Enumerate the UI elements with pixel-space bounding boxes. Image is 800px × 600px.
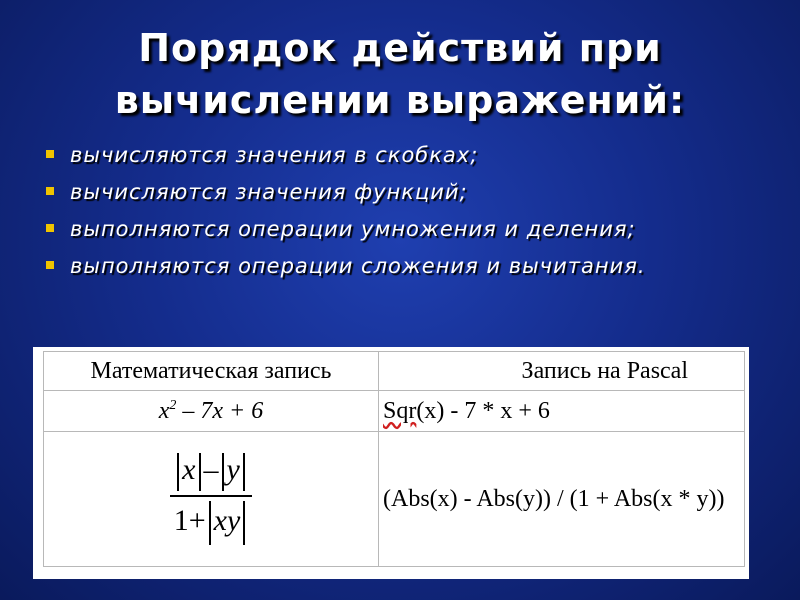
bullet-item xyxy=(44,214,764,244)
fraction-denominator xyxy=(170,499,253,547)
title-line-1: Порядок действий при xyxy=(138,26,662,70)
table-row xyxy=(44,432,745,567)
formula-table xyxy=(43,351,745,567)
bullet-text: вычисляются значения в скобках; xyxy=(70,143,479,167)
header-math: Математическая запись xyxy=(44,352,379,391)
math-rest: – 7x + 6 xyxy=(176,397,264,424)
den-one: 1+ xyxy=(173,503,206,537)
bullet-text: вычисляются значения функций; xyxy=(70,180,468,204)
fraction-numerator xyxy=(170,451,253,493)
math-expression-cell xyxy=(44,391,379,432)
den-xy: xy xyxy=(213,503,241,537)
pascal-rest: (x) - 7 * x + 6 xyxy=(416,397,550,424)
table-header-row xyxy=(44,352,745,391)
abs-bar xyxy=(199,453,201,491)
pascal-expression-cell xyxy=(379,391,745,432)
bullet-square-icon xyxy=(46,187,54,195)
header-pascal: Запись на Pascal xyxy=(379,352,745,391)
math-fraction-cell xyxy=(44,432,379,567)
bullet-item xyxy=(44,177,764,207)
pascal-function: Sqr xyxy=(383,397,417,424)
bullet-square-icon xyxy=(46,224,54,232)
num-minus: – xyxy=(203,452,219,486)
abs-bar xyxy=(243,453,245,491)
num-x: x xyxy=(182,452,196,486)
fraction xyxy=(170,451,253,547)
bullet-text: выполняются операции сложения и вычитания. xyxy=(70,254,646,278)
bullet-item xyxy=(44,140,764,170)
abs-bar xyxy=(243,501,245,545)
abs-bar xyxy=(222,453,224,491)
slide-title xyxy=(0,22,800,126)
bullet-text: выполняются операции умножения и деления; xyxy=(70,217,636,241)
fraction-bar xyxy=(170,495,253,497)
num-y: y xyxy=(226,452,240,486)
pascal-abs-cell: (Abs(x) - Abs(y)) / (1 + Abs(x * y)) xyxy=(379,432,745,567)
bullet-square-icon xyxy=(46,261,54,269)
title-line-2: вычислении выражений: xyxy=(114,78,686,122)
math-var: x xyxy=(158,397,170,424)
bullet-square-icon xyxy=(46,150,54,158)
formula-table-panel xyxy=(33,347,749,579)
bullet-list xyxy=(44,140,764,288)
abs-bar xyxy=(177,453,179,491)
math-exponent: 2 xyxy=(169,397,177,413)
table-row xyxy=(44,391,745,432)
bullet-item xyxy=(44,251,764,281)
abs-bar xyxy=(209,501,211,545)
